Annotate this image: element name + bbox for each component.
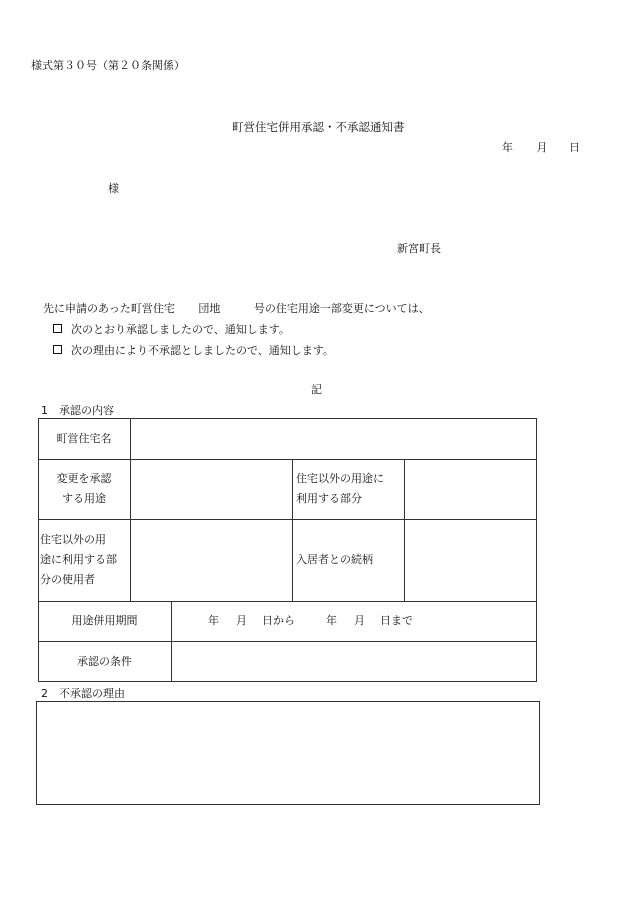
checkbox-reject[interactable] (53, 345, 62, 354)
approved-use-line2: する用途 (62, 492, 106, 505)
section1-heading: 1 承認の内容 (41, 404, 114, 417)
period-year-from: 年 (208, 614, 219, 627)
ki-heading: 記 (311, 383, 322, 396)
issuer: 新宮町長 (397, 242, 441, 255)
period-month-to: 月 (354, 614, 365, 627)
user-of-part-label (38, 519, 130, 601)
intro-part-a: 先に申請のあった町営住宅 (43, 302, 175, 315)
approved-use-label (38, 459, 130, 519)
period-value[interactable] (171, 601, 537, 641)
user-of-part-value[interactable] (130, 519, 292, 601)
approved-use-value[interactable] (130, 459, 292, 519)
user-of-part-line3: 分の使用者 (40, 573, 95, 586)
checkbox-approve[interactable] (53, 324, 62, 333)
section2-heading: 2 不承認の理由 (41, 687, 125, 700)
form-number: 様式第３０号（第２０条関係） (31, 59, 185, 72)
other-use-part-value[interactable] (404, 459, 537, 519)
user-of-part-line1: 住宅以外の用 (40, 533, 106, 546)
document-title: 町営住宅併用承認・不承認通知書 (232, 120, 405, 134)
conditions-label: 承認の条件 (77, 654, 132, 668)
intro-paragraph (43, 300, 430, 316)
option-approve-text: 次のとおり承認しましたので、通知します。 (71, 323, 290, 336)
date-day: 日 (569, 141, 580, 154)
period-year-to: 年 (326, 614, 337, 627)
housing-name-label: 町営住宅名 (56, 431, 112, 445)
other-use-part-label (292, 459, 404, 519)
relationship-label: 入居者との続柄 (296, 553, 373, 566)
date-month: 月 (536, 141, 548, 154)
option-approve (53, 321, 290, 337)
other-use-part-line1: 住宅以外の用途に (296, 472, 384, 485)
relationship-value[interactable] (404, 519, 537, 601)
conditions-value[interactable] (171, 641, 537, 682)
rejection-reason-box[interactable] (36, 701, 540, 805)
housing-name-value[interactable] (130, 418, 537, 459)
period-label: 用途併用期間 (71, 614, 138, 627)
option-reject-text: 次の理由により不承認としましたので、通知します。 (71, 344, 334, 357)
intro-part-b: 団地 (198, 302, 221, 315)
option-reject (53, 342, 334, 358)
period-month-from: 月 (236, 614, 247, 627)
user-of-part-line2: 途に利用する部 (40, 553, 117, 566)
period-day-from: 日から (262, 614, 295, 627)
intro-part-c: 号の住宅用途一部変更については、 (253, 302, 430, 315)
approved-use-line1: 変更を承認 (56, 472, 112, 485)
date-line (502, 139, 580, 155)
other-use-part-line2: 利用する部分 (296, 492, 362, 505)
period-day-to: 日まで (380, 614, 413, 627)
addressee-suffix: 様 (108, 182, 119, 195)
date-year: 年 (502, 141, 513, 154)
